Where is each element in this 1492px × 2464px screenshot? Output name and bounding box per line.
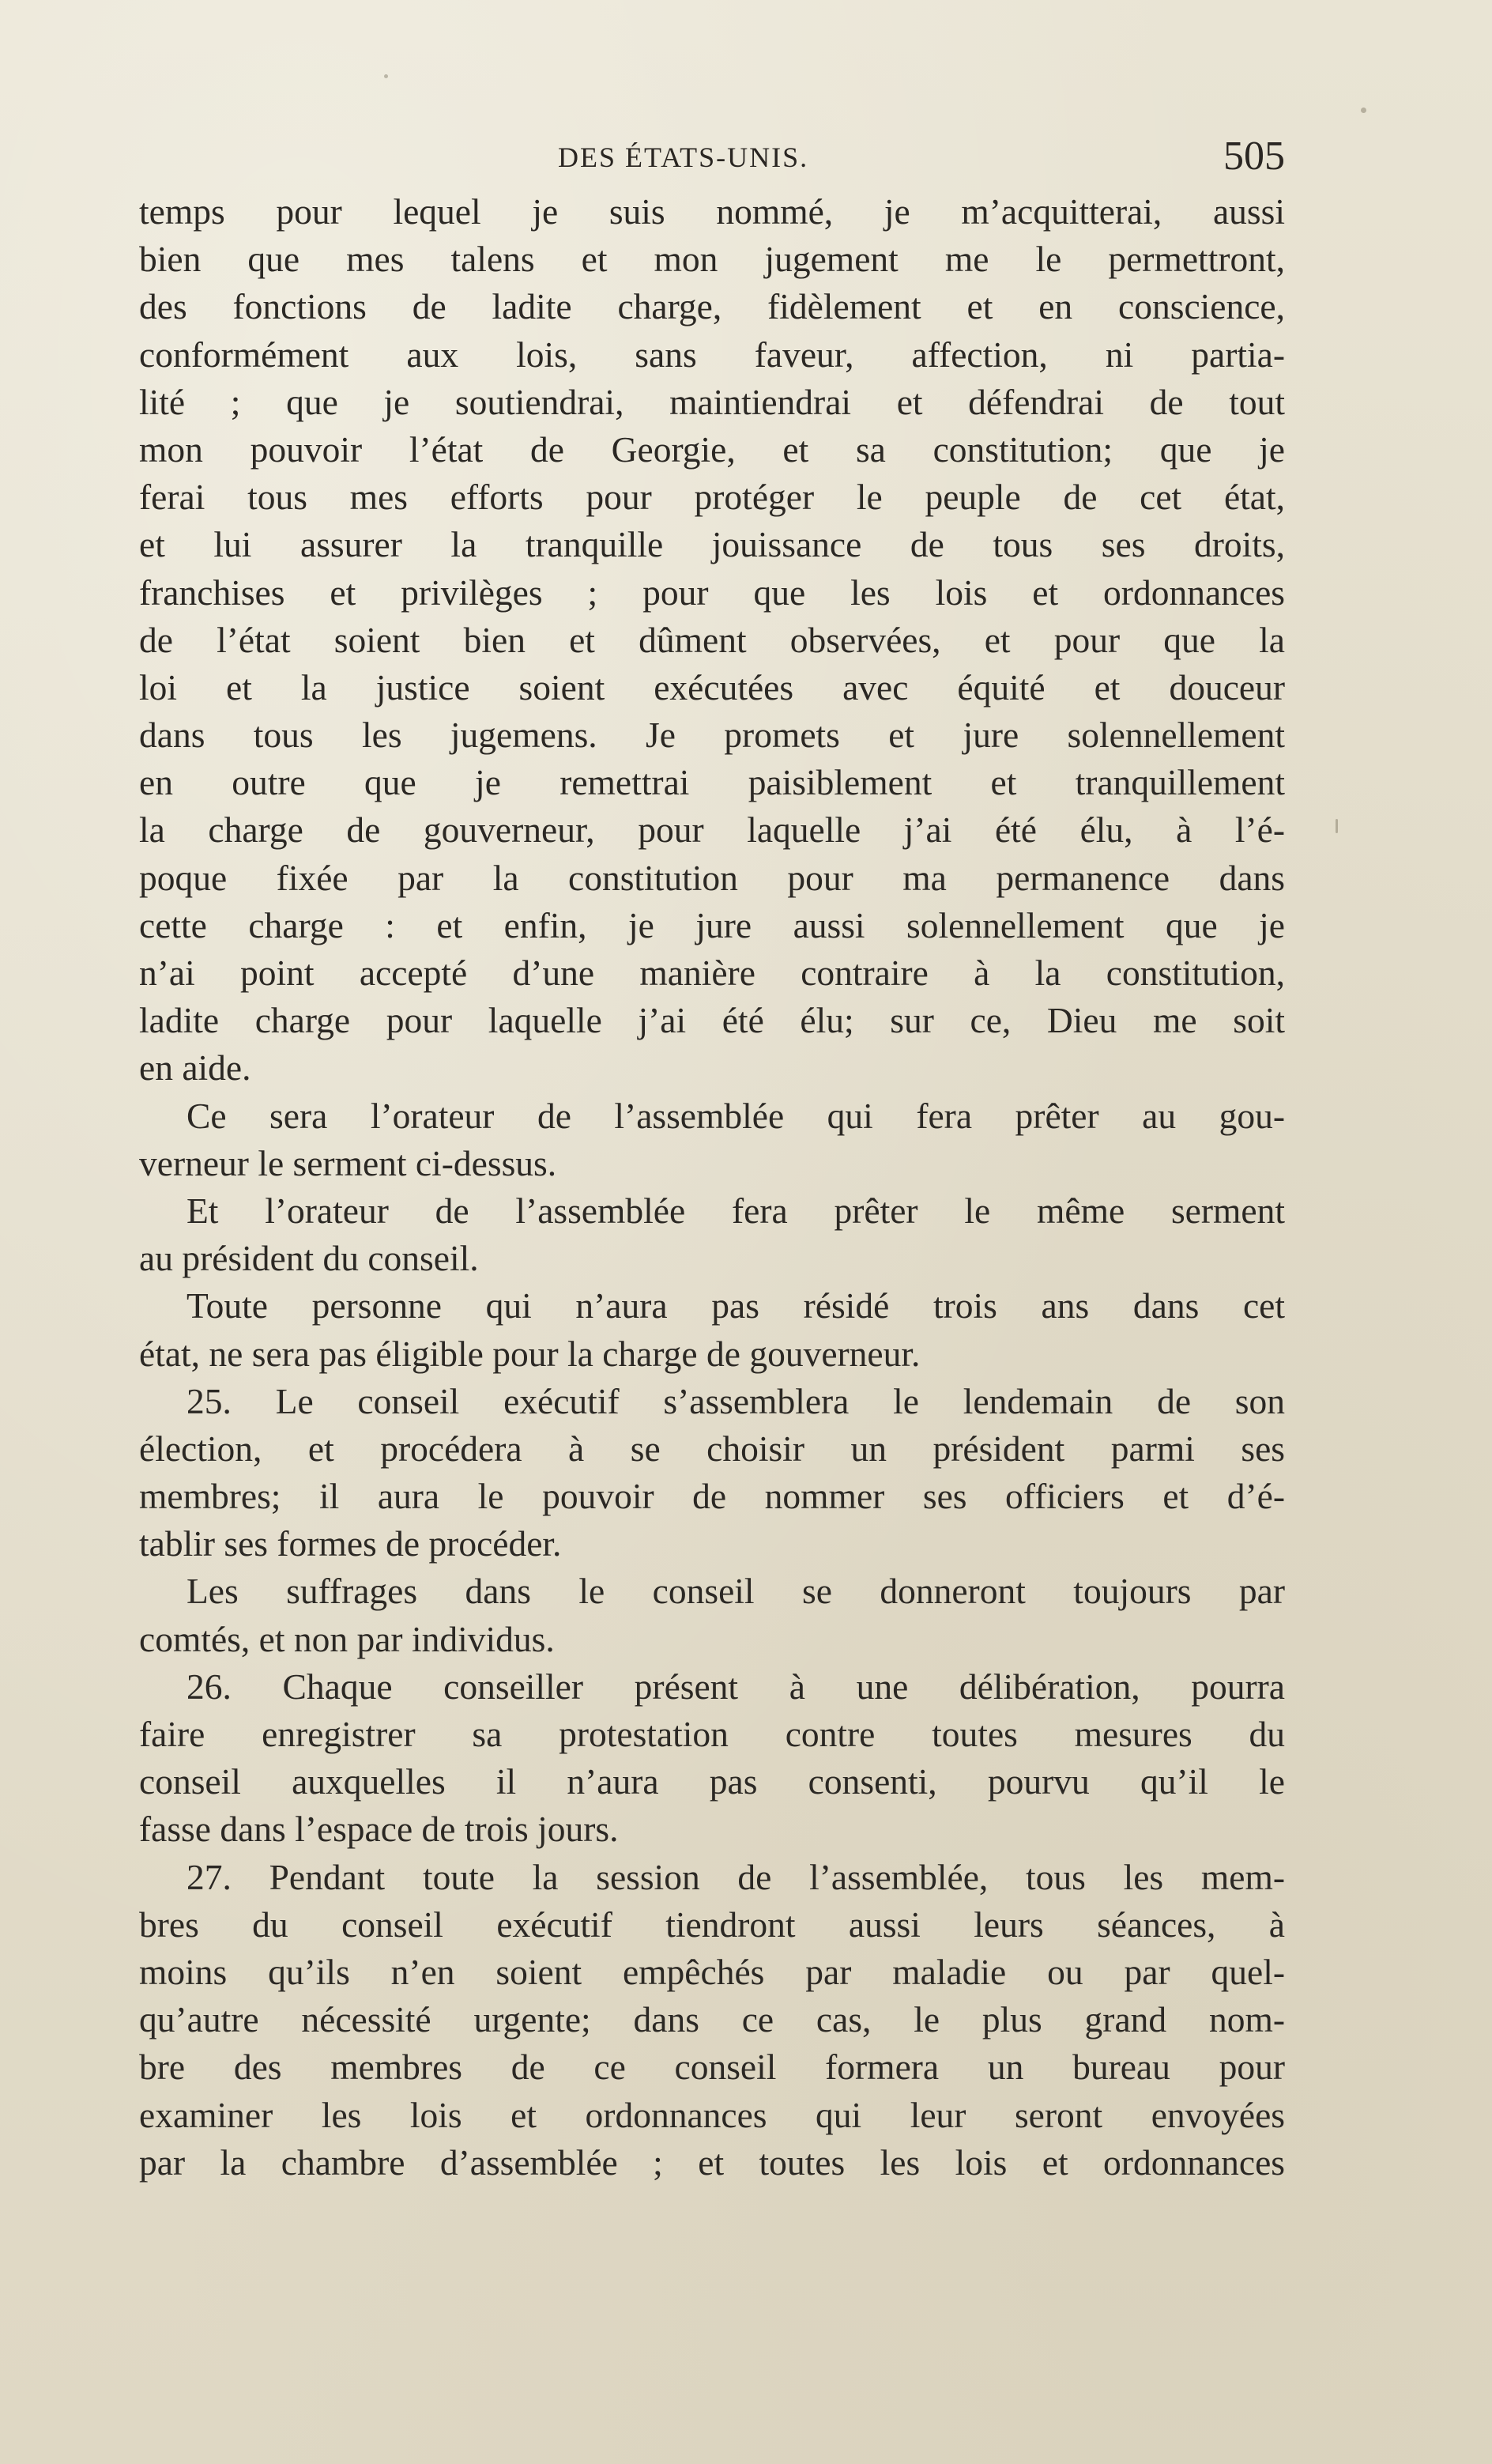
text-line: Et l’orateur de l’assemblée fera prêter le même serment xyxy=(186,1190,1285,1231)
text-line: lité ; que je soutiendrai, maintiendrai et défendrai de tout xyxy=(139,381,1285,422)
body-text xyxy=(139,188,1285,2187)
text-line: cette charge : et enfin, je jure aussi solennellement que je xyxy=(139,904,1285,945)
text-line: moins qu’ils n’en soient empêchés par maladie ou par quel- xyxy=(139,1951,1285,1992)
text-line: dans tous les jugemens. Je promets et jure solennellement xyxy=(139,715,1285,756)
text-line: état, ne sera pas éligible pour la charge de gouverneur. xyxy=(139,1333,921,1374)
text-line: ferai tous mes efforts pour protéger le peuple de cet état, xyxy=(139,477,1285,518)
text-line: en aide. xyxy=(139,1047,251,1089)
text-line: loi et la justice soient exécutées avec équité et douceur xyxy=(139,666,1285,708)
text-line: 27. Pendant toute la session de l’assemblée, tous les mem- xyxy=(186,1856,1285,1897)
paper-speck xyxy=(384,74,388,78)
text-line: élection, et procédera à se choisir un président parmi ses xyxy=(139,1428,1285,1469)
paper-speck xyxy=(1336,819,1338,833)
text-line: tablir ses formes de procéder. xyxy=(139,1523,562,1564)
text-line: 25. Le conseil exécutif s’assemblera le lendemain de son xyxy=(186,1380,1285,1421)
paper-speck xyxy=(1361,108,1366,113)
text-line: qu’autre nécessité urgente; dans ce cas, le plus grand nom- xyxy=(139,1999,1285,2040)
text-line: mon pouvoir l’état de Georgie, et sa constitution; que je xyxy=(139,428,1285,470)
text-line: n’ai point accepté d’une manière contraire à la constitution, xyxy=(139,953,1285,993)
text-line: ladite charge pour laquelle j’ai été élu; sur ce, Dieu me soit xyxy=(139,1000,1285,1041)
text-line: Toute personne qui n’aura pas résidé trois ans dans cet xyxy=(186,1285,1285,1326)
text-line: comtés, et non par individus. xyxy=(139,1618,555,1659)
text-line: temps pour lequel je suis nommé, je m’acquitterai, aussi xyxy=(139,191,1285,232)
text-line: des fonctions de ladite charge, fidèlement et en conscience, xyxy=(139,286,1285,327)
text-line: Ce sera l’orateur de l’assemblée qui fera prêter au gou- xyxy=(186,1095,1285,1136)
text-line: en outre que je remettrai paisiblement et tranquillement xyxy=(139,762,1285,803)
text-line: au président du conseil. xyxy=(139,1238,479,1279)
text-line: 26. Chaque conseiller présent à une délibération, pourra xyxy=(186,1666,1285,1707)
running-title: DES ÉTATS-UNIS. xyxy=(558,142,809,173)
running-head xyxy=(139,133,1285,180)
text-line: par la chambre d’assemblée ; et toutes les lois et ordonnances xyxy=(139,2141,1285,2183)
page-number: 505 xyxy=(1223,134,1285,179)
text-line: verneur le serment ci-dessus. xyxy=(139,1142,557,1183)
text-line: faire enregistrer sa protestation contre toutes mesures du xyxy=(139,1714,1285,1754)
text-line: et lui assurer la tranquille jouissance de tous ses droits, xyxy=(139,524,1285,565)
text-line: bres du conseil exécutif tiendront aussi leurs séances, à xyxy=(139,1904,1285,1945)
text-line: membres; il aura le pouvoir de nommer ses officiers et d’é- xyxy=(139,1476,1285,1517)
text-line: franchises et privilèges ; pour que les lois et ordonnances xyxy=(139,572,1285,613)
text-line: Les suffrages dans le conseil se donneront toujours par xyxy=(186,1571,1285,1612)
text-line: fasse dans l’espace de trois jours. xyxy=(139,1809,619,1850)
text-line: bien que mes talens et mon jugement me le permettront, xyxy=(139,239,1285,280)
text-line: la charge de gouverneur, pour laquelle j’ai été élu, à l’é- xyxy=(139,809,1285,851)
text-line: bre des membres de ce conseil formera un bureau pour xyxy=(139,2047,1285,2088)
text-line: conformément aux lois, sans faveur, affection, ni partia- xyxy=(139,334,1285,375)
text-line: examiner les lois et ordonnances qui leur seront envoyées xyxy=(139,2094,1285,2135)
text-line: conseil auxquelles il n’aura pas consenti, pourvu qu’il le xyxy=(139,1761,1285,1802)
text-line: poque fixée par la constitution pour ma permanence dans xyxy=(139,857,1285,898)
text-line: de l’état soient bien et dûment observées, et pour que la xyxy=(139,619,1285,660)
